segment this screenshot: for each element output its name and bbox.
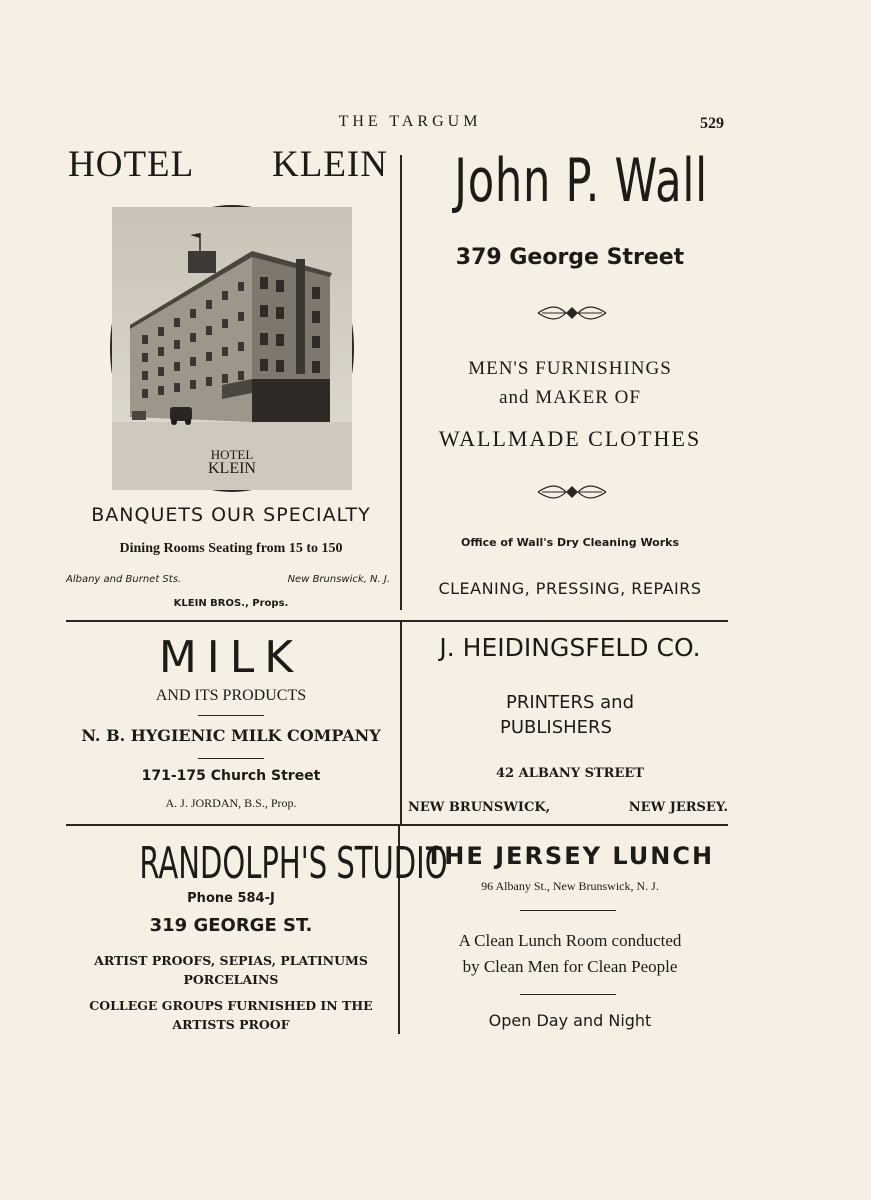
heidingsfeld-name: J. HEIDINGSFELD CO. <box>439 633 701 662</box>
column-divider-top <box>400 155 402 610</box>
randolph-line-proofs: ARTIST PROOFS, SEPIAS, PLATINUMS <box>94 953 368 968</box>
milk-company: N. B. HYGIENIC MILK COMPANY <box>81 726 381 745</box>
wall-line-maker: and MAKER OF <box>499 387 641 408</box>
hotel-specialty: BANQUETS OUR SPECIALTY <box>91 504 371 526</box>
hotel-title-right: KLEIN <box>272 144 388 185</box>
jersey-lunch-line-1: A Clean Lunch Room conducted <box>458 931 682 950</box>
jersey-rule-2 <box>520 994 616 995</box>
wall-office: Office of Wall's Dry Cleaning Works <box>460 536 680 549</box>
wall-name-text: John P. Wall <box>454 146 708 216</box>
heidingsfeld-city: NEW BRUNSWICK, <box>408 800 551 815</box>
randolph-name <box>60 838 448 892</box>
milk-address: 171-175 Church Street <box>141 768 321 784</box>
hotel-dining: Dining Rooms Seating from 15 to 150 <box>119 541 343 556</box>
hotel-proprietors: KLEIN BROS., Props. <box>173 598 289 609</box>
randolph-line-porcelains: PORCELAINS <box>183 972 279 987</box>
row-divider-1 <box>66 620 728 622</box>
randolph-line-artists-proof: ARTISTS PROOF <box>172 1017 290 1032</box>
randolph-address: 319 GEORGE ST. <box>149 915 313 936</box>
randolph-phone: Phone 584-J <box>187 891 275 906</box>
page-number: 529 <box>700 115 724 132</box>
milk-rule-2 <box>198 758 264 759</box>
heidingsfeld-state: NEW JERSEY. <box>628 800 728 815</box>
wall-services: CLEANING, PRESSING, REPAIRS <box>438 579 702 598</box>
running-header: THE TARGUM <box>338 113 482 130</box>
ornament-icon <box>536 302 608 324</box>
photo-caption-klein: KLEIN <box>208 460 256 477</box>
hotel-city: New Brunswick, N. J. <box>287 574 390 585</box>
wall-line-clothes: WALLMADE CLOTHES <box>438 426 702 451</box>
hotel-photo <box>110 205 354 492</box>
hotel-title-left: HOTEL <box>68 144 195 185</box>
milk-subtitle: AND ITS PRODUCTS <box>155 687 307 704</box>
jersey-lunch-address: 96 Albany St., New Brunswick, N. J. <box>481 879 659 893</box>
ornament-icon <box>536 481 608 503</box>
photo-caption-hotel: HOTEL <box>210 447 254 462</box>
randolph-name-text: RANDOLPH'S STUDIO <box>139 838 448 889</box>
wall-name <box>405 146 735 220</box>
heidingsfeld-printers: PRINTERS and <box>505 692 635 713</box>
heidingsfeld-publishers: PUBLISHERS <box>500 717 612 738</box>
jersey-lunch-name: THE JERSEY LUNCH <box>425 842 715 870</box>
jersey-lunch-hours: Open Day and Night <box>488 1011 652 1030</box>
milk-title: MILK <box>158 632 304 683</box>
jersey-rule-1 <box>520 910 616 911</box>
milk-proprietor: A. J. JORDAN, B.S., Prop. <box>165 796 297 810</box>
row-divider-2 <box>66 824 728 826</box>
wall-line-furnishings: MEN'S FURNISHINGS <box>468 358 672 379</box>
column-divider-middle <box>400 622 402 824</box>
randolph-line-groups: COLLEGE GROUPS FURNISHED IN THE <box>89 998 373 1013</box>
heidingsfeld-address: 42 ALBANY STREET <box>496 766 644 781</box>
hotel-address: Albany and Burnet Sts. <box>66 574 182 585</box>
wall-address: 379 George Street <box>455 245 685 270</box>
jersey-lunch-line-2: by Clean Men for Clean People <box>462 957 678 976</box>
milk-rule-1 <box>198 715 264 716</box>
